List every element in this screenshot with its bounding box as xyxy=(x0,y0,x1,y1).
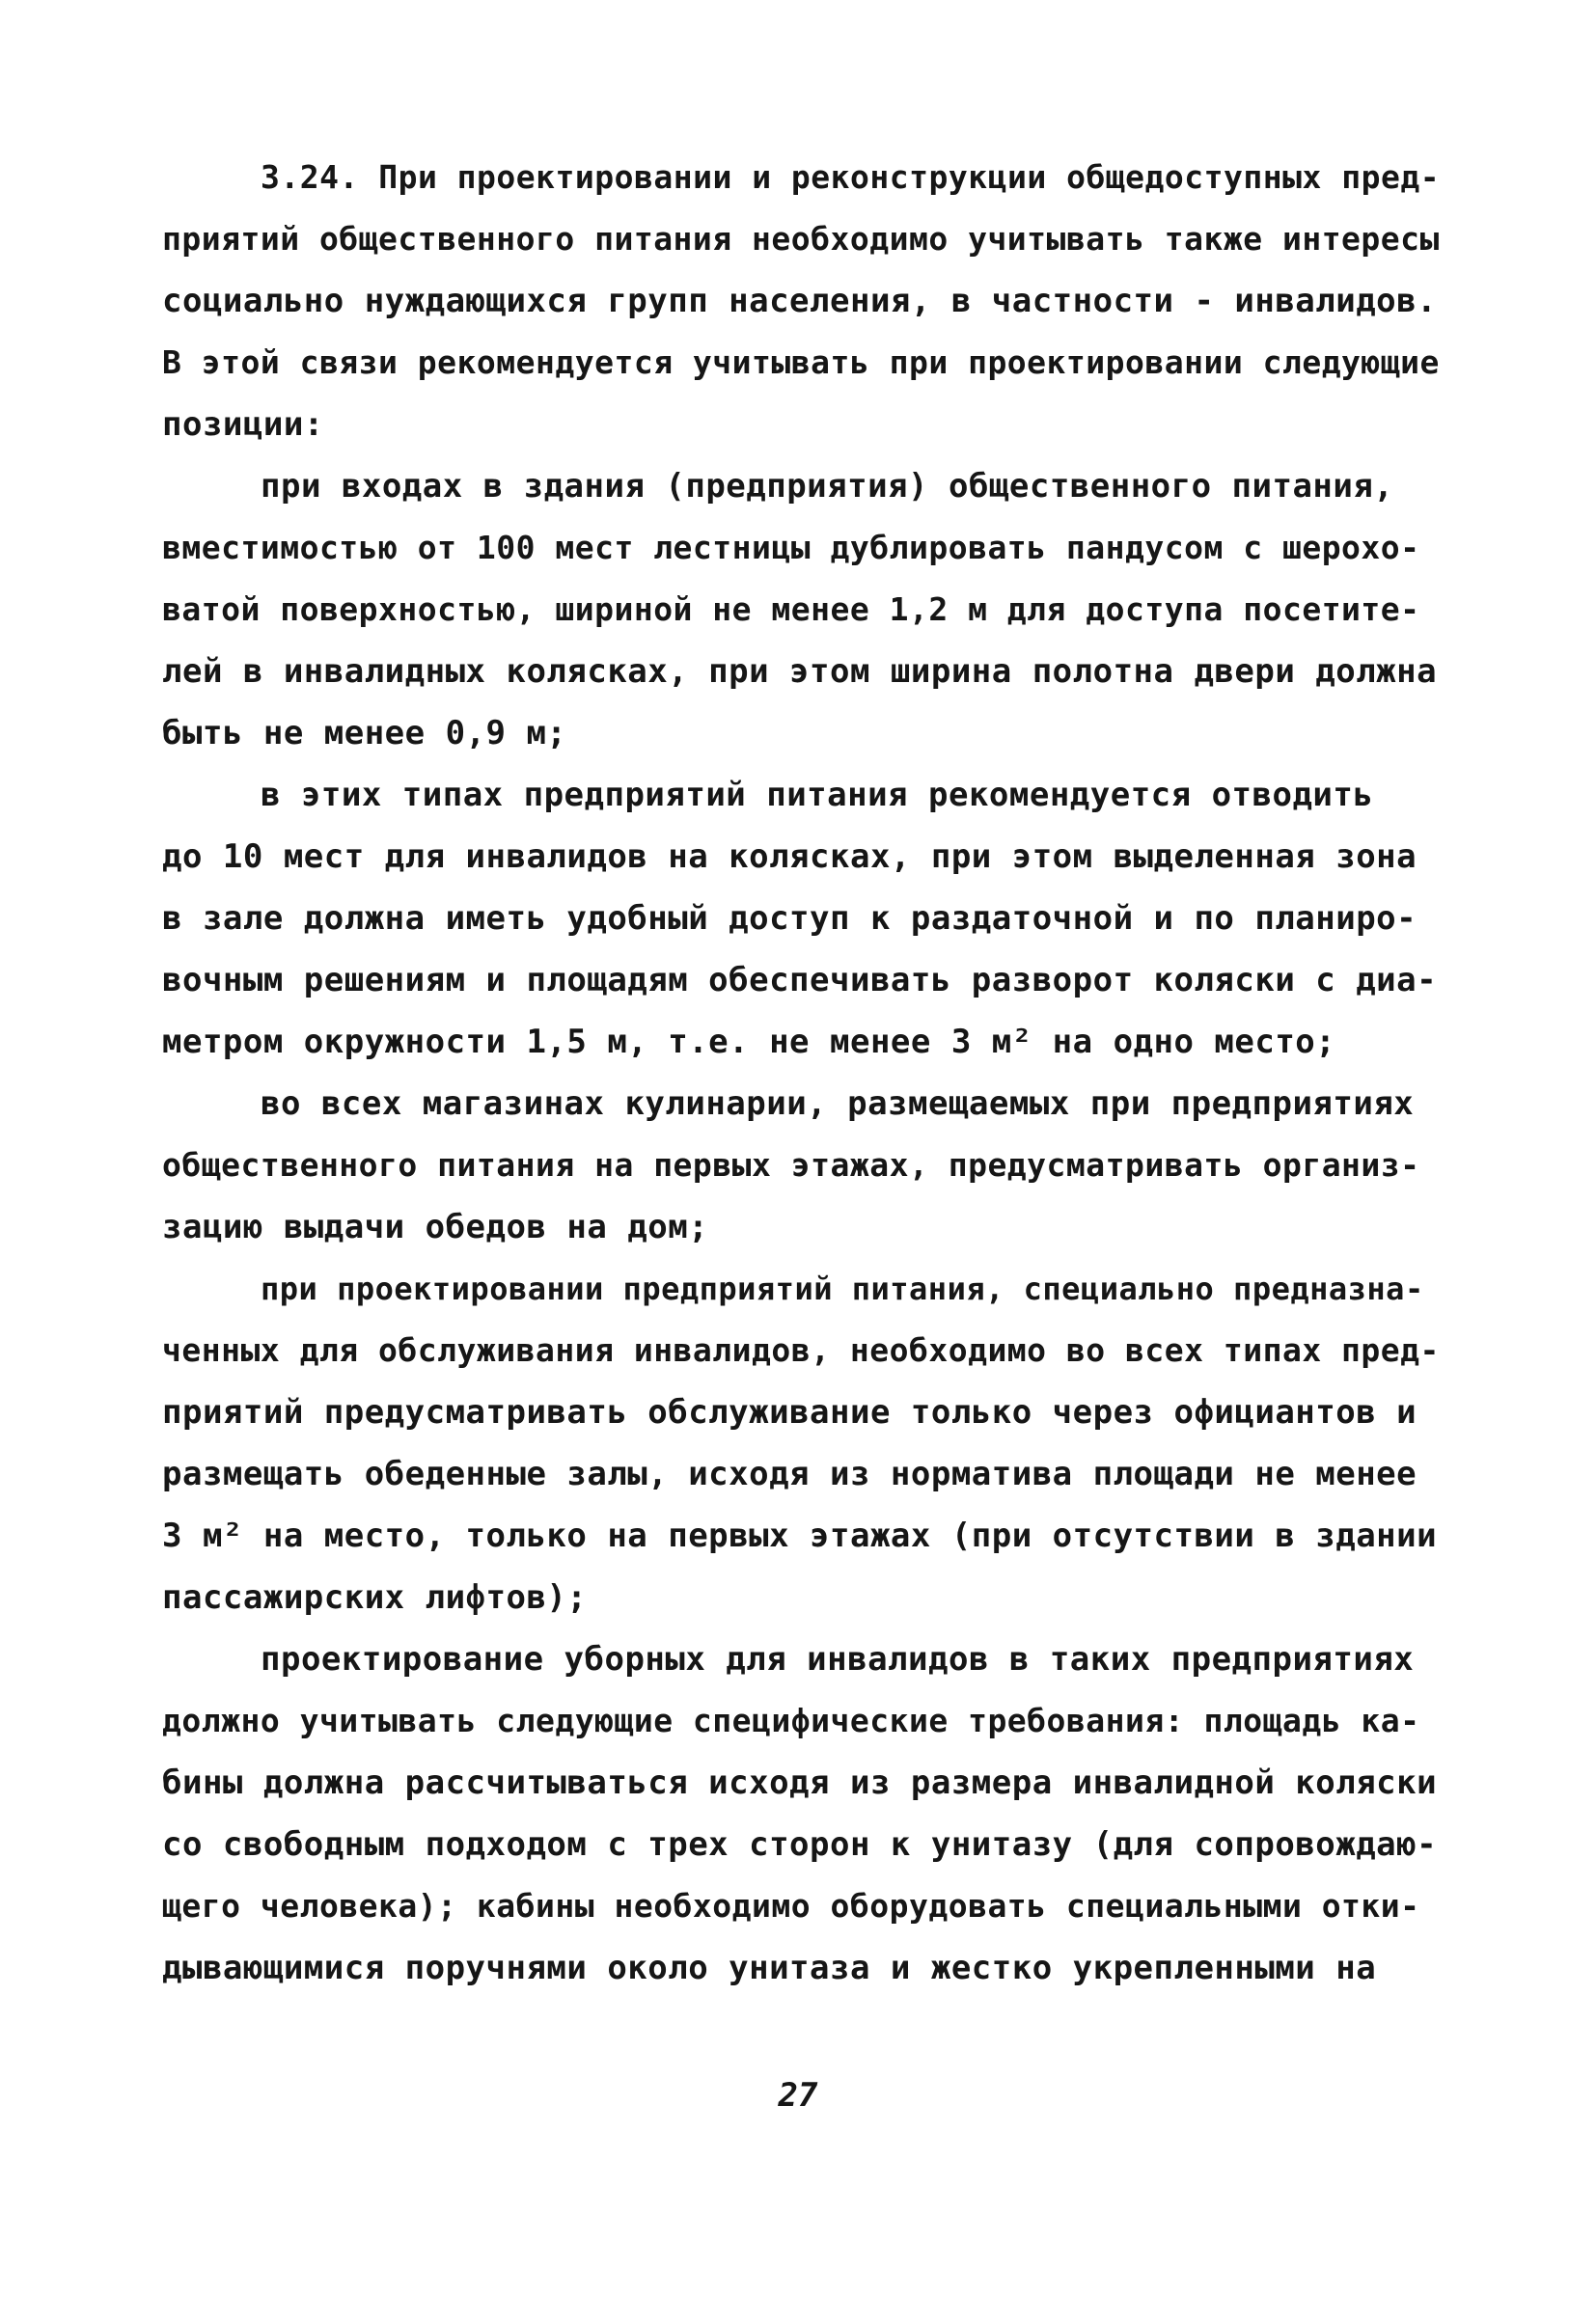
text-line: зацию выдачи обедов на дом; xyxy=(162,1208,709,1246)
text-line: пассажирских лифтов); xyxy=(162,1578,588,1617)
text-line: в этих типах предприятий питания рекомендуется отводить xyxy=(261,776,1374,814)
text-line: бины должна рассчитываться исходя из размера инвалидной коляски xyxy=(162,1764,1438,1802)
text-line: в зале должна иметь удобный доступ к раздаточной и по планиро- xyxy=(162,899,1417,938)
text-line: до 10 мест для инвалидов на колясках, при этом выделенная зона xyxy=(162,837,1417,876)
text-line: дывающимися поручнями около унитаза и жестко укрепленными на xyxy=(162,1949,1377,1987)
text-line: социально нуждающихся групп населения, в частности - инвалидов. xyxy=(162,282,1438,320)
text-line: позиции: xyxy=(162,405,324,444)
text-line: В этой связи рекомендуется учитывать при проектировании следующие xyxy=(162,343,1440,381)
text-line: при проектировании предприятий питания, специально предназна- xyxy=(261,1271,1424,1307)
text-line: 3.24. При проектировании и реконструкции общедоступных пред- xyxy=(261,158,1441,196)
text-line: ватой поверхностью, шириной не менее 1,2 м для доступа посетите- xyxy=(162,590,1420,628)
text-line: 3 м² на место, только на первых этажах (при отсутствии в здании xyxy=(162,1517,1438,1555)
page-number: 27 xyxy=(778,2076,818,2115)
text-line: быть не менее 0,9 м; xyxy=(162,714,567,752)
text-line: метром окружности 1,5 м, т.е. не менее 3 м² на одно место; xyxy=(162,1023,1336,1061)
text-line: проектирование уборных для инвалидов в таких предприятиях xyxy=(261,1640,1415,1679)
text-line: лей в инвалидных колясках, при этом ширина полотна двери должна xyxy=(162,652,1438,691)
body-text xyxy=(162,147,1455,1999)
text-line: вочным решениям и площадям обеспечивать разворот коляски с диа- xyxy=(162,961,1438,999)
text-line: при входах в здания (предприятия) общественного питания, xyxy=(261,467,1394,506)
text-line: приятий предусматривать обслуживание только через официантов и xyxy=(162,1393,1417,1432)
text-line: во всех магазинах кулинарии, размещаемых при предприятиях xyxy=(261,1084,1415,1123)
text-line: со свободным подходом с трех сторон к унитазу (для сопровождаю- xyxy=(162,1825,1438,1864)
text-line: общественного питания на первых этажах, предусматривать организ- xyxy=(162,1146,1420,1184)
text-line: размещать обеденные залы, исходя из норматива площади не менее xyxy=(162,1455,1417,1493)
text-line: вместимостью от 100 мест лестницы дублировать пандусом с шерохо- xyxy=(162,529,1420,566)
text-line: щего человека); кабины необходимо оборудовать специальными отки- xyxy=(162,1887,1420,1925)
text-line: ченных для обслуживания инвалидов, необходимо во всех типах пред- xyxy=(162,1331,1440,1369)
text-line: приятий общественного питания необходимо учитывать также интересы xyxy=(162,220,1440,258)
text-line: должно учитывать следующие специфические требования: площадь ка- xyxy=(162,1702,1420,1739)
